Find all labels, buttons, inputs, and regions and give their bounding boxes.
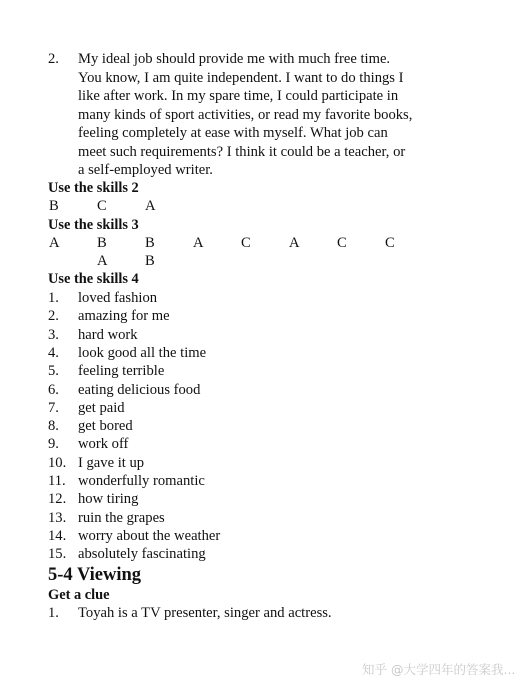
item2-line-4: many kinds of sport activities, or read my favorite books, [78, 106, 413, 123]
item2-line-6: meet such requirements? I think it could be a teacher, or [78, 143, 406, 160]
skills3-answer-4: A [193, 235, 204, 251]
skills3-answer-1: A [49, 235, 60, 251]
skills4-item-text: look good all the time [78, 344, 207, 361]
skills4-item-number: 15. [48, 546, 67, 563]
skills4-item-text: feeling terrible [78, 363, 165, 380]
item2-number: 2. [48, 51, 59, 67]
skills4-item-number: 13. [48, 509, 67, 526]
skills3-answer-6: A [289, 235, 300, 251]
skills4-item-number: 9. [48, 436, 59, 453]
skills3-answer-2: B [97, 235, 107, 251]
skills3-answer-8: C [385, 235, 395, 251]
skills3-answer-7: C [337, 235, 347, 251]
skills4-item-number: 8. [48, 418, 59, 435]
skills3-answer-5: C [241, 235, 251, 251]
item2-line-2: You know, I am quite independent. I want to do things I [78, 69, 404, 86]
skills4-item-text: loved fashion [78, 290, 158, 306]
skills4-heading: Use the skills 4 [48, 271, 139, 287]
skills2-answer-1: B [49, 198, 59, 214]
skills2-answer-3: A [145, 198, 156, 214]
watermark: 知乎 @大学四年的答案我... [362, 662, 515, 677]
get-a-clue-heading: Get a clue [48, 587, 110, 603]
skills4-item-text: get bored [78, 418, 133, 435]
skills4-item-number: 11. [48, 473, 66, 489]
skills4-item-text: ruin the grapes [78, 509, 165, 526]
skills4-item-number: 5. [48, 363, 59, 380]
skills4-item-number: 4. [48, 344, 59, 361]
skills2-answer-2: C [97, 198, 107, 214]
section-title-viewing: 5-4 Viewing [48, 565, 142, 585]
skills4-item-text: amazing for me [78, 308, 170, 325]
skills3-answer-10: B [145, 253, 155, 269]
skills3-heading: Use the skills 3 [48, 217, 139, 233]
skills4-item-number: 14. [48, 527, 67, 544]
skills4-item-number: 10. [48, 454, 67, 471]
skills3-answer-9: A [97, 253, 108, 269]
skills4-item-number: 12. [48, 491, 67, 508]
skills4-item-text: wonderfully romantic [78, 473, 205, 489]
item2-line-5: feeling completely at ease with myself. What job can [78, 125, 388, 141]
skills4-item-text: work off [78, 436, 129, 453]
skills3-answer-3: B [145, 235, 155, 251]
skills4-item-text: eating delicious food [78, 381, 201, 398]
skills4-item-number: 7. [48, 399, 59, 416]
skills4-item-text: worry about the weather [78, 527, 221, 544]
skills4-item-text: get paid [78, 399, 125, 416]
skills4-item-text: I gave it up [78, 454, 145, 471]
viewing-item-text: Toyah is a TV presenter, singer and actress. [78, 605, 332, 621]
skills4-item-number: 2. [48, 308, 59, 325]
item2-line-7: a self-employed writer. [78, 162, 213, 178]
skills4-item-number: 3. [48, 326, 59, 343]
item2-line-1: My ideal job should provide me with much free time. [78, 51, 391, 67]
item2-line-3: like after work. In my spare time, I could participate in [78, 88, 399, 104]
skills4-item-text: absolutely fascinating [78, 546, 206, 563]
skills4-item-text: hard work [78, 326, 138, 343]
skills4-item-number: 1. [48, 290, 59, 306]
viewing-item-number: 1. [48, 605, 59, 621]
skills4-item-text: how tiring [78, 491, 139, 508]
skills2-heading: Use the skills 2 [48, 180, 139, 196]
skills4-item-number: 6. [48, 381, 59, 398]
